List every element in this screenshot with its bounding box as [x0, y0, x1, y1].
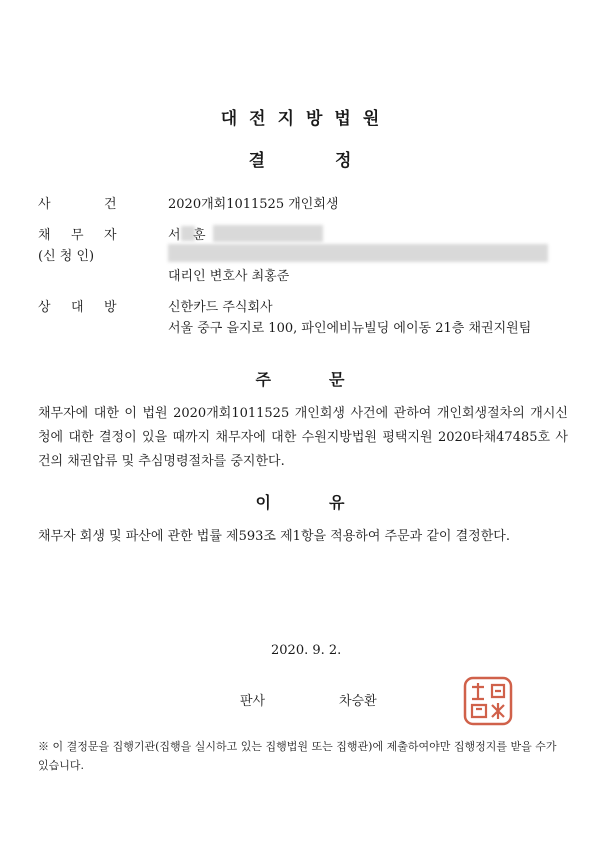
debtor-agent: 대리인 변호사 최홍준	[168, 269, 290, 284]
case-number: 2020개회1011525 개인회생	[168, 197, 339, 212]
applicant-label: (신 청 인)	[38, 249, 95, 264]
debtor-name-part-1: 서	[168, 228, 181, 243]
court-seal-stamp	[462, 675, 514, 727]
debtor-label-3: 자	[104, 228, 117, 243]
order-title-char-1: 주	[255, 370, 271, 389]
court-name: 대전지방법원	[220, 109, 392, 129]
debtor-label-1: 채	[38, 228, 51, 243]
order-text: 채무자에 대한 이 법원 2020개회1011525 개인회생 사건에 관하여 개인회생절차의 개시신청에 대한 결정이 있을 때까지 채무자에 대한 수원지방법원 평택지원 2020타채47485호 사건의 채권압류 및 추심명령절차를 중지한다.	[38, 406, 568, 469]
judge-name: 차승환	[339, 694, 377, 709]
document-type	[0, 146, 600, 171]
reason-text: 채무자 회생 및 파산에 관한 법률 제593조 제1항을 적용하여 주문과 같이 결정한다.	[38, 529, 510, 544]
reason-title-char-2: 유	[329, 493, 345, 512]
case-label-1: 사	[38, 197, 51, 212]
order-title-char-2: 문	[329, 370, 345, 389]
reason-title-char-1: 이	[255, 493, 271, 512]
opponent-address: 서울 중구 을지로 100, 파인에비뉴빌딩 에이동 21층 채권지원팀	[168, 321, 532, 336]
redacted-address	[168, 244, 548, 262]
opponent-label-1: 상	[38, 300, 51, 315]
debtor-name-part-2: 훈	[193, 228, 206, 243]
decision-date: 2020. 9. 2.	[271, 643, 342, 658]
enforcement-note: ※ 이 결정문을 집행기관(집행을 실시하고 있는 집행법원 또는 집행관)에 제출하여야만 집행정지를 받을 수가 있습니다.	[38, 740, 557, 772]
redacted-block	[213, 225, 323, 242]
opponent-name: 신한카드 주식회사	[168, 300, 273, 315]
document-type-char-2: 정	[335, 151, 352, 171]
judge-label: 판사	[240, 694, 266, 709]
opponent-label-2: 대	[71, 300, 84, 315]
case-label-2: 건	[104, 197, 117, 212]
reason-title	[0, 490, 600, 513]
document-type-char-1: 결	[248, 151, 265, 171]
order-title	[0, 367, 600, 390]
opponent-label-3: 방	[104, 300, 117, 315]
debtor-label-2: 무	[71, 228, 84, 243]
